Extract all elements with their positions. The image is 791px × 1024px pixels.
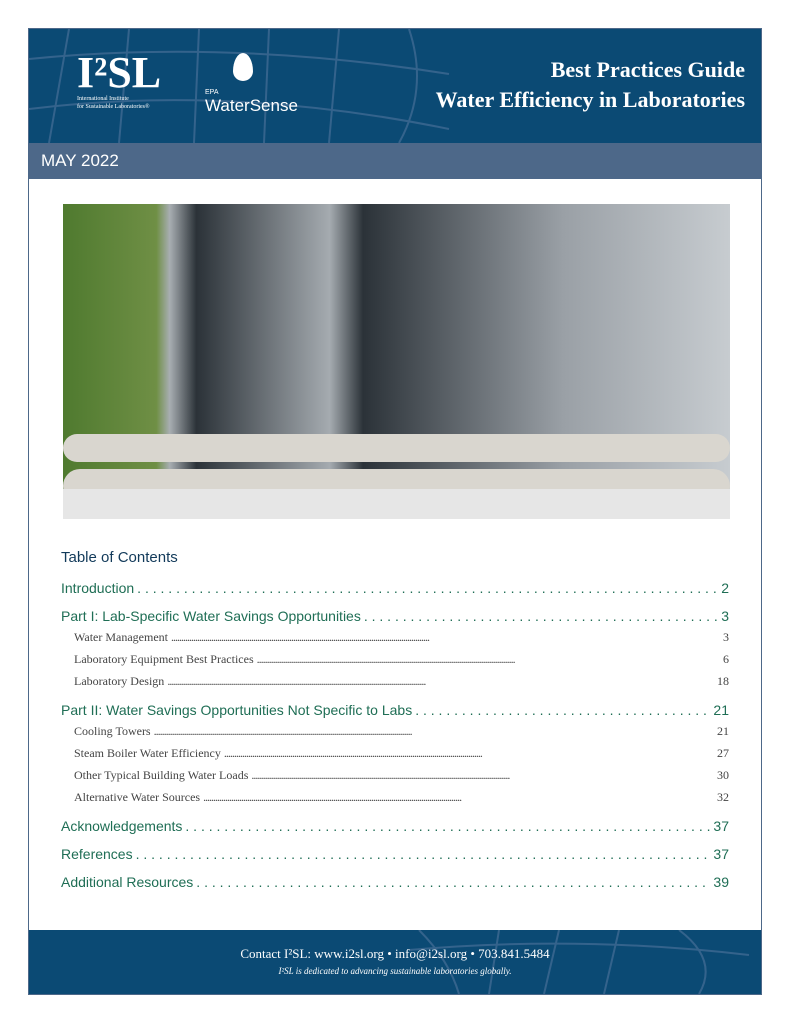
toc-entry-label: Acknowledgements bbox=[61, 818, 183, 834]
table-of-contents bbox=[61, 549, 729, 896]
toc-entry[interactable] bbox=[61, 818, 729, 840]
toc-entry-label: Steam Boiler Water Efficiency bbox=[74, 746, 221, 760]
toc-entry-page: 18 bbox=[717, 674, 729, 688]
toc-entry-label: Cooling Towers bbox=[74, 724, 151, 738]
toc-entry-page: 37 bbox=[713, 846, 729, 862]
cover-header bbox=[29, 29, 761, 143]
dot-leader bbox=[257, 652, 720, 667]
dot-leader bbox=[364, 608, 718, 624]
toc-entry[interactable] bbox=[61, 630, 729, 652]
toc-entry-label: References bbox=[61, 846, 133, 862]
dot-leader bbox=[154, 724, 714, 739]
toc-entry-label: Additional Resources bbox=[61, 874, 194, 890]
contact-line: Contact I²SL: www.i2sl.org • info@i2sl.org • 703.841.5484 bbox=[240, 946, 550, 961]
toc-entry[interactable] bbox=[61, 790, 729, 812]
toc-entry[interactable] bbox=[61, 746, 729, 768]
toc-entry[interactable] bbox=[61, 652, 729, 674]
toc-entry-label: Part II: Water Savings Opportunities Not Specific to Labs bbox=[61, 702, 413, 718]
globe-grid-graphic bbox=[29, 930, 763, 994]
dot-leader bbox=[196, 874, 710, 890]
date-band: MAY 2022 bbox=[29, 143, 761, 179]
water-drop-icon bbox=[233, 53, 253, 81]
dot-leader bbox=[251, 768, 714, 783]
dot-leader bbox=[203, 790, 714, 805]
toc-entry-label: Water Management bbox=[74, 630, 168, 644]
dot-leader bbox=[137, 580, 718, 596]
toc-entry-label: Other Typical Building Water Loads bbox=[74, 768, 249, 782]
footer bbox=[29, 930, 761, 994]
toc-entry-label: Part I: Lab-Specific Water Savings Opportunities bbox=[61, 608, 361, 624]
toc-entry-page: 21 bbox=[717, 724, 729, 738]
toc-entry[interactable] bbox=[61, 724, 729, 746]
toc-entry-label: Laboratory Equipment Best Practices bbox=[74, 652, 254, 666]
toc-entry-page: 37 bbox=[713, 818, 729, 834]
toc-entry[interactable] bbox=[61, 608, 729, 630]
cooling-towers-photo bbox=[63, 204, 730, 519]
toc-entry[interactable] bbox=[61, 768, 729, 790]
toc-title: Table of Contents bbox=[61, 549, 178, 566]
dot-leader bbox=[136, 846, 711, 862]
toc-entry-page: 32 bbox=[717, 790, 729, 804]
toc-entry-label: Introduction bbox=[61, 580, 135, 596]
document-page bbox=[28, 28, 762, 995]
toc-entry[interactable] bbox=[61, 846, 729, 868]
toc-entry[interactable] bbox=[61, 874, 729, 896]
document-title: Best Practices Guide Water Efficiency in Laboratories bbox=[435, 57, 745, 112]
dot-leader bbox=[415, 702, 710, 718]
toc-entry-page: 39 bbox=[713, 874, 729, 890]
toc-entry-page: 3 bbox=[723, 630, 729, 644]
tagline: I²SL is dedicated to advancing sustainable laboratories globally. bbox=[278, 966, 512, 976]
i2sl-logo: I²SL International Institute for Sustainable Laboratories® bbox=[77, 48, 162, 110]
dot-leader bbox=[224, 746, 714, 761]
toc-entry[interactable] bbox=[61, 674, 729, 696]
toc-entry-page: 6 bbox=[723, 652, 729, 666]
toc-entry[interactable] bbox=[61, 702, 729, 724]
toc-entry-page: 21 bbox=[713, 702, 729, 718]
toc-entry-label: Alternative Water Sources bbox=[74, 790, 201, 804]
toc-entry-page: 3 bbox=[721, 608, 729, 624]
toc-entry[interactable] bbox=[61, 580, 729, 602]
toc-entry-page: 30 bbox=[717, 768, 729, 782]
dot-leader bbox=[185, 818, 710, 834]
dot-leader bbox=[171, 630, 720, 645]
watersense-logo: EPA WaterSense bbox=[205, 53, 298, 116]
toc-entry-page: 27 bbox=[717, 746, 729, 760]
toc-entry-label: Laboratory Design bbox=[74, 674, 165, 688]
toc-entry-page: 2 bbox=[721, 580, 729, 596]
dot-leader bbox=[167, 674, 714, 689]
